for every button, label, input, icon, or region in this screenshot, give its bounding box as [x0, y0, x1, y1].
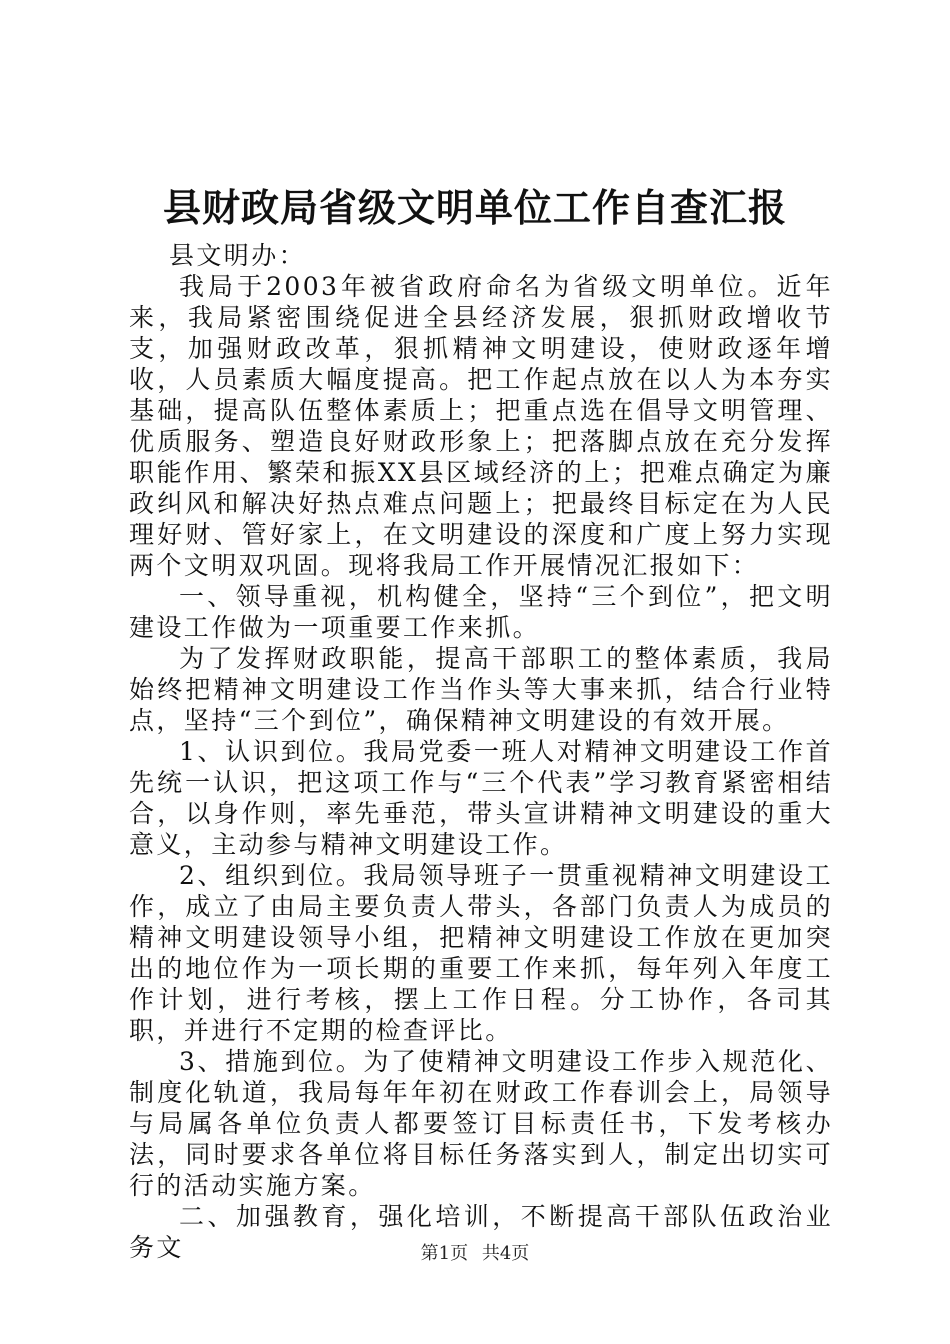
heading-section-1: 一、领导重视，机构健全，坚持“三个到位”，把文明建设工作做为一项重要工作来抓。	[129, 582, 833, 642]
paragraph-section-1: 为了发挥财政职能，提高干部职工的整体素质，我局始终把精神文明建设工作当作头等大事来抓，结合行业特点，坚持“三个到位”，确保精神文明建设的有效开展。	[129, 644, 833, 735]
salutation: 县文明办：	[169, 241, 307, 270]
paragraph-intro: 我局于2003年被省政府命名为省级文明单位。近年来，我局紧密围绕促进全县经济发展，狠抓财政增收节支，加强财政改革，狠抓精神文明建设，使财政逐年增收，人员素质大幅度提高。把工作起点放在以人为本夯实基础，提高队伍整体素质上；把重点选在倡导文明管理、优质服务、塑造良好财政形象上；把落脚点放在充分发挥职能作用、繁荣和振XX县区域经济的上；把难点确定为廉政纠风和解决好热点难点问题上；把最终目标定在为人民理好财、管好家上，在文明建设的深度和广度上努力实现两个文明双巩固。现将我局工作开展情况汇报如下：	[129, 272, 833, 580]
page-number: 第1页	[420, 1243, 469, 1264]
document-title: 县财政局省级文明单位工作自查汇报	[162, 185, 787, 230]
heading-section-2: 二、加强教育，强化培训，不断提高干部队伍政治业务文	[129, 1202, 833, 1262]
page-total: 共4页	[481, 1243, 530, 1264]
page-footer	[0, 1242, 950, 1266]
paragraph-point-1: 1、认识到位。我局党委一班人对精神文明建设工作首先统一认识，把这项工作与“三个代表”学习教育紧密相结合，以身作则，率先垂范，带头宣讲精神文明建设的重大意义，主动参与精神文明建设工作。	[129, 737, 833, 859]
paragraph-point-3: 3、措施到位。为了使精神文明建设工作步入规范化、制度化轨道，我局每年年初在财政工作春训会上，局领导与局属各单位负责人都要签订目标责任书，下发考核办法，同时要求各单位将目标任务落实到人，制定出切实可行的活动实施方案。	[129, 1047, 833, 1200]
paragraph-point-2: 2、组织到位。我局领导班子一贯重视精神文明建设工作，成立了由局主要负责人带头，各部门负责人为成员的精神文明建设领导小组，把精神文明建设工作放在更加突出的地位作为一项长期的重要工作来抓，每年列入年度工作计划，进行考核，摆上工作日程。分工协作，各司其职，并进行不定期的检查评比。	[129, 861, 833, 1045]
document-body	[129, 240, 833, 1263]
